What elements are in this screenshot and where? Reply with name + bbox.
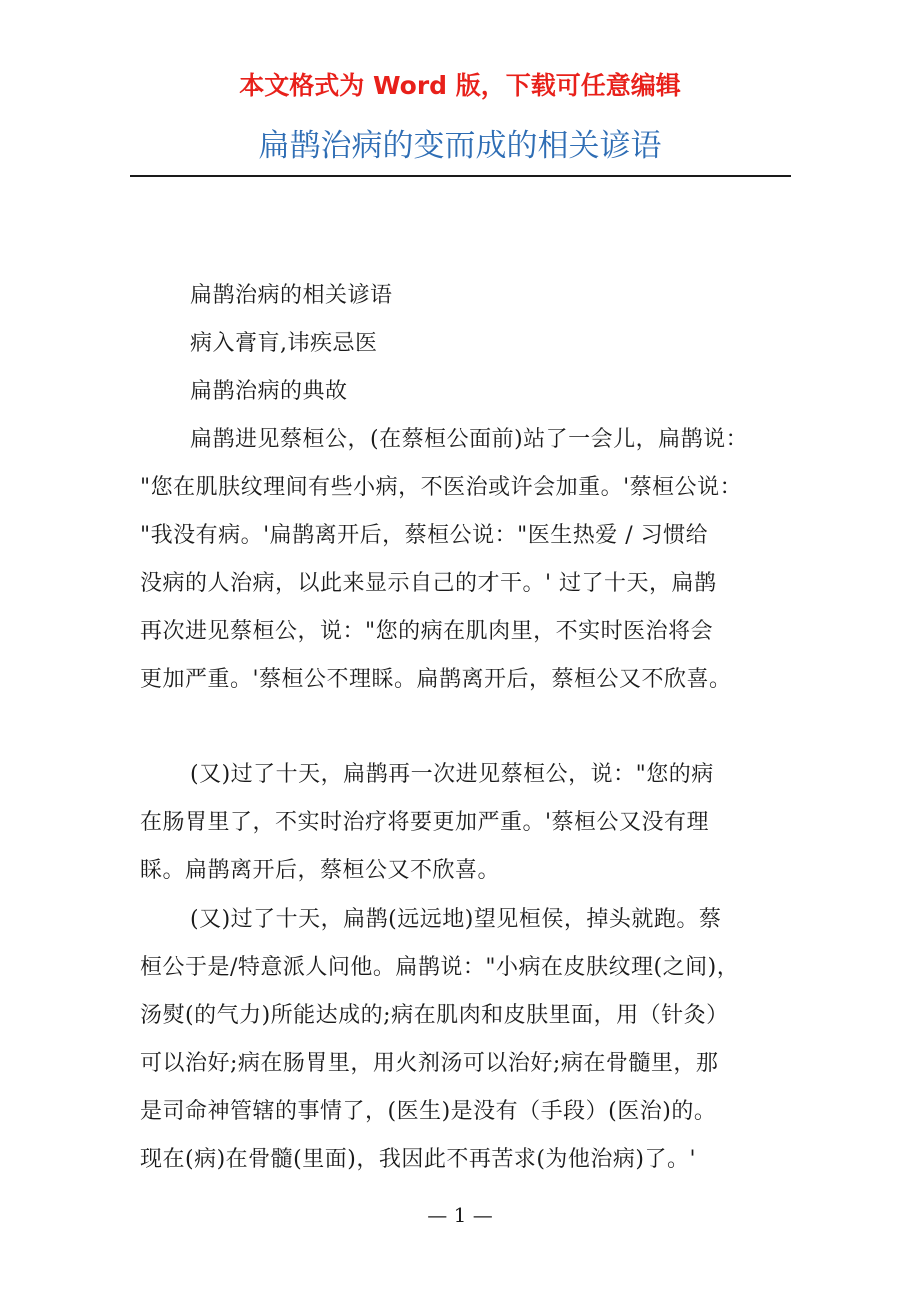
text-line: 没病的人治病，以此来显示自己的才干。' 过了十天，扁鹊 (140, 571, 717, 596)
text-line: 更加严重。'蔡桓公不理睬。扁鹊离开后，蔡桓公又不欣喜。 (140, 667, 732, 692)
text-line: 是司命神管辖的事情了，(医生)是没有（手段）(医治)的。 (140, 1099, 717, 1124)
text-line: 桓公于是/特意派人问他。扁鹊说："小病在皮肤纹理(之间)， (140, 955, 740, 980)
text-line: "您在肌肤纹理间有些小病，不医治或许会加重。'蔡桓公说： (140, 475, 743, 500)
document-title: 扁鹊治病的变而成的相关谚语 (258, 128, 662, 164)
text-line: (又)过了十天，扁鹊(远远地)望见桓侯，掉头就跑。蔡 (190, 907, 722, 932)
text-line: 睬。扁鹊离开后，蔡桓公又不欣喜。 (140, 858, 501, 883)
text-line: (又)过了十天，扁鹊再一次进见蔡桓公，说："您的病 (190, 762, 714, 787)
text-line: 扁鹊治病的相关谚语 (190, 283, 393, 308)
text-line: 可以治好;病在肠胃里，用火剂汤可以治好;病在骨髓里，那 (140, 1051, 719, 1076)
text-line: 现在(病)在骨髓(里面)，我因此不再苦求(为他治病)了。' (140, 1147, 697, 1172)
text-line: 再次进见蔡桓公，说："您的病在肌肉里，不实时医治将会 (140, 619, 714, 644)
text-line: 扁鹊治病的典故 (190, 379, 348, 404)
format-banner: 本文格式为 Word 版，下载可任意编辑 (239, 71, 681, 100)
text-line: 汤熨(的气力)所能达成的;病在肌肉和皮肤里面，用（针灸） (140, 1003, 729, 1028)
title-rule (130, 175, 791, 177)
text-line: 在肠胃里了，不实时治疗将要更加严重。'蔡桓公又没有理 (140, 810, 710, 835)
text-line: "我没有病。'扁鹊离开后，蔡桓公说："医生热爱 / 习惯给 (140, 523, 709, 548)
text-line: 扁鹊进见蔡桓公，(在蔡桓公面前)站了一会儿，扁鹊说： (190, 427, 749, 452)
page-number: — 1 — (427, 1203, 493, 1227)
text-line: 病入膏肓,讳疾忌医 (190, 331, 378, 356)
